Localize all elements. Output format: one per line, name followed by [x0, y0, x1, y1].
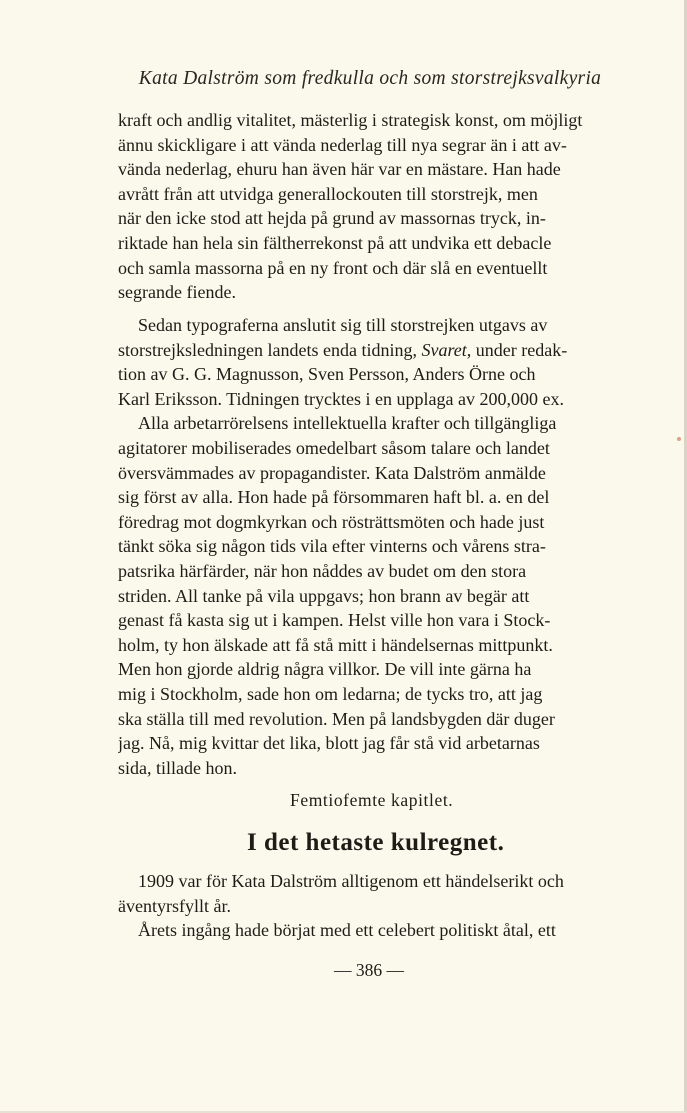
text-run: storstrejksledningen landets enda tidning,	[118, 339, 422, 360]
paragraph-2	[118, 313, 638, 780]
text-line: striden. All tanke på vila uppgavs; hon brann av begär att	[118, 585, 530, 606]
paper-speck	[677, 437, 681, 441]
text-line: och samla massorna på en ny front och där slå en eventuellt	[118, 257, 548, 278]
text-line: tion av G. G. Magnusson, Sven Persson, Anders Örne och	[118, 364, 536, 385]
text-line: avrått från att utvidga generallockouten till storstrejk, men	[118, 183, 538, 204]
text-line: 1909 var för Kata Dalström alltigenom ett händelserikt och	[138, 871, 564, 891]
text-run: under redak-	[471, 339, 568, 360]
running-head: Kata Dalström som fredkulla och som storstrejksvalkyria	[138, 68, 602, 89]
paragraph-3	[118, 869, 638, 943]
paragraph-1	[118, 108, 638, 305]
text-line: kraft och andlig vitalitet, mästerlig i strategisk konst, om möjligt	[118, 110, 583, 130]
text-line: patsrika härfärder, när hon nåddes av budet om den stora	[118, 560, 527, 581]
text-line: agitatorer mobiliserades omedelbart såsom talare och landet	[118, 437, 550, 458]
newspaper-title: Svaret,	[421, 339, 472, 360]
text-line: tänkt söka sig någon tids vila efter vinterns och vårens stra-	[118, 536, 546, 557]
text-line: ska ställa till med revolution. Men på landsbygden där duger	[118, 708, 555, 729]
text-line: när den icke stod att hejda på grund av massornas tryck, in-	[118, 208, 546, 229]
text-line: föredrag mot dogmkyrkan och rösträttsmöten och hade just	[118, 511, 545, 532]
text-line: sig först av alla. Hon hade på försommaren haft bl. a. en del	[118, 487, 550, 508]
text-line: riktade han hela sin fältherrekonst på att undvika ett debacle	[118, 232, 552, 253]
text-line: ännu skickligare i att vända nederlag till nya segrar än i att av-	[118, 134, 567, 155]
text-line: äventyrsfyllt år.	[118, 895, 231, 916]
text-line: Karl Eriksson. Tidningen trycktes i en upplaga av 200,000 ex.	[118, 388, 564, 409]
chapter-label: Femtiofemte kapitlet.	[290, 790, 454, 810]
text-line: Alla arbetarrörelsens intellektuella krafter och tillgängliga	[138, 413, 557, 434]
text-line: genast få kasta sig ut i kampen. Helst ville hon vara i Stock-	[118, 610, 551, 631]
text-line: sida, tillade hon.	[118, 757, 237, 778]
text-line: holm, ty hon älskade att få stå mitt i händelsernas mittpunkt.	[118, 634, 553, 655]
text-line: vända nederlag, ehuru han även här var en mästare. Han hade	[118, 159, 561, 180]
text-line: översvämmades av propagandister. Kata Dalström anmälde	[118, 462, 546, 483]
text-line: segrande fiende.	[118, 282, 236, 303]
chapter-title: I det hetaste kulregnet.	[247, 829, 505, 856]
text-line	[118, 338, 638, 363]
text-line: Årets ingång hade börjat med ett celebert politiskt åtal, ett	[138, 920, 556, 941]
text-line: Men hon gjorde aldrig några villkor. De vill inte gärna ha	[118, 659, 532, 680]
text-line: mig i Stockholm, sade hon om ledarna; de tycks tro, att jag	[118, 683, 543, 704]
text-line: Sedan typograferna anslutit sig till storstrejken utgavs av	[138, 315, 548, 335]
text-line: jag. Nå, mig kvittar det lika, blott jag får stå vid arbetarnas	[118, 733, 540, 754]
page-number: — 386 —	[334, 960, 404, 980]
